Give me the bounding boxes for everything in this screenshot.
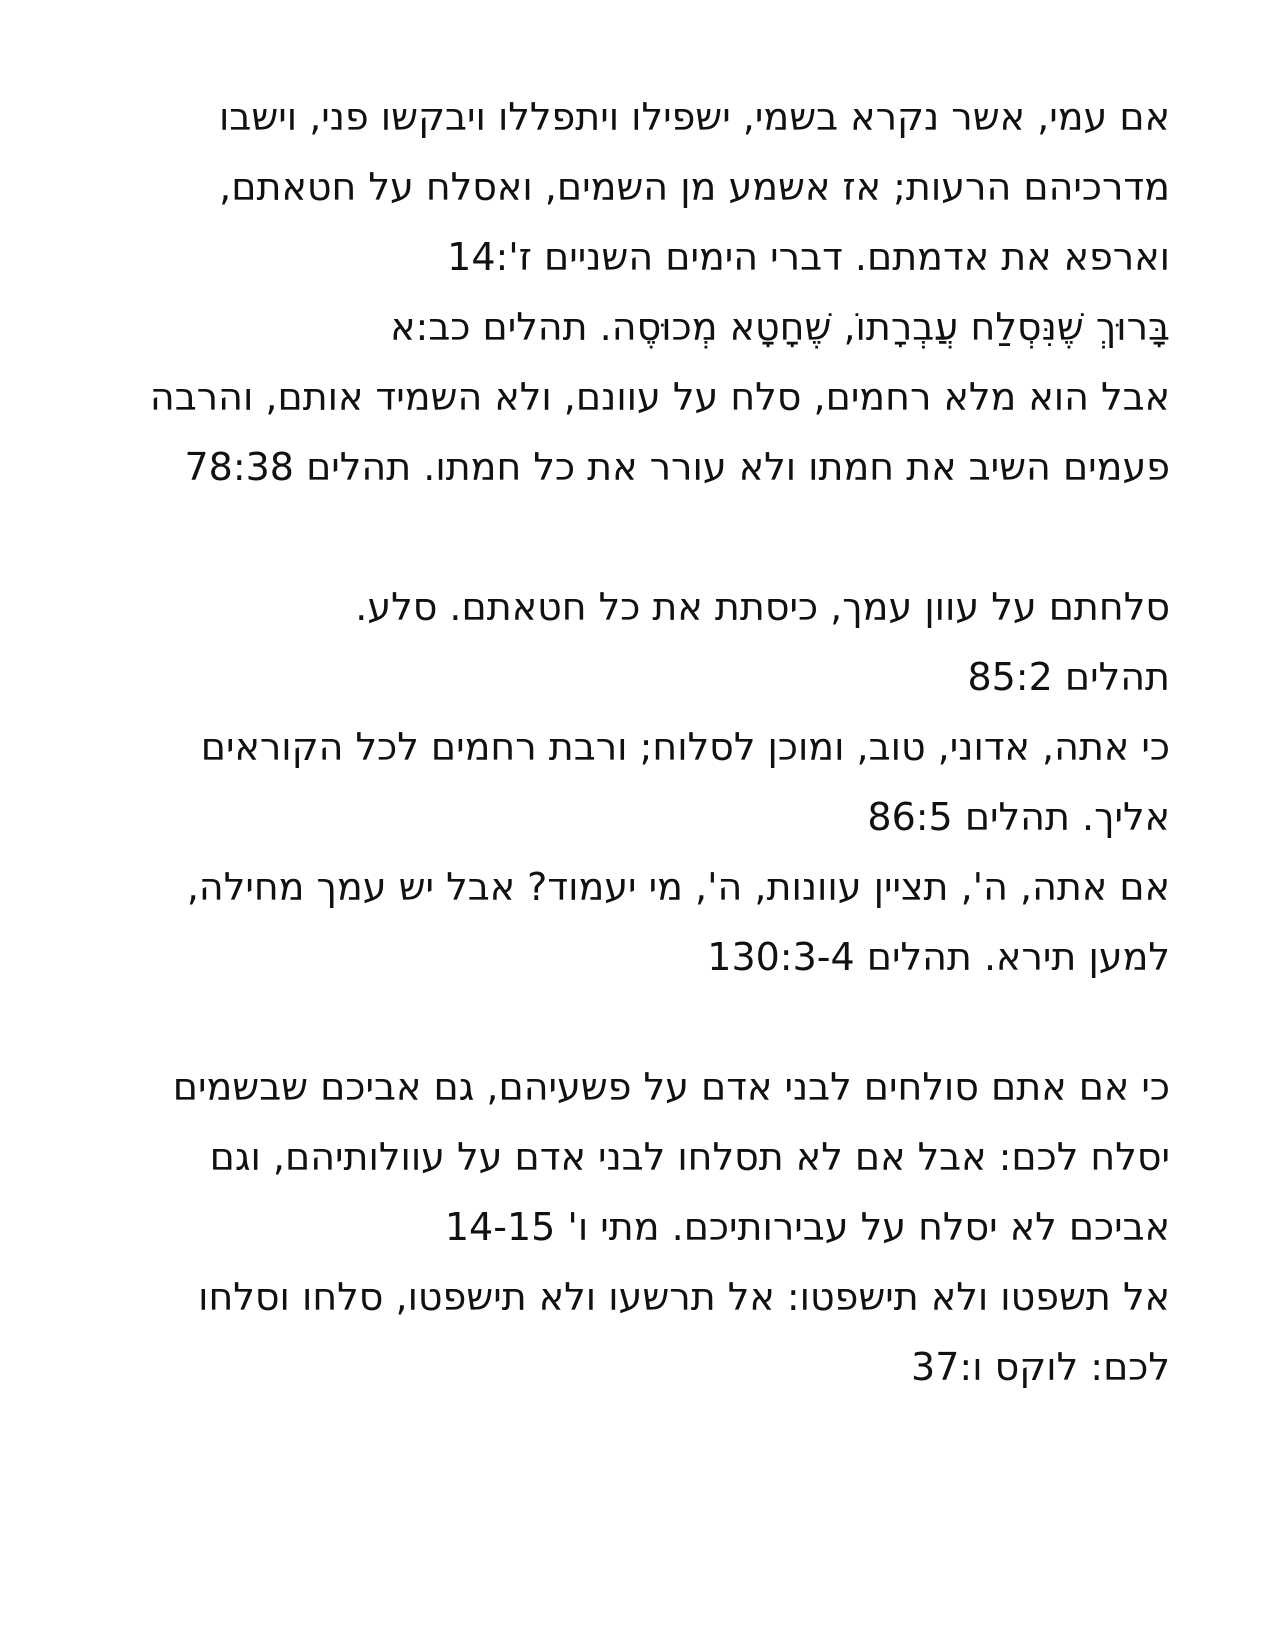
text-line: כי אם אתם סולחים לבני אדם על פשעיהם, גם אביכם שבשמים (172, 1065, 1170, 1109)
text-line: פעמים השיב את חמתו ולא עורר את כל חמתו. תהלים 78:38 (184, 445, 1170, 489)
text-line: אם עמי, אשר נקרא בשמי, ישפילו ויתפללו ויבקשו פני, וישבו (219, 95, 1170, 139)
text-line: מדרכיהם הרעות; אז אשמע מן השמים, ואסלח על חטאתם, (219, 165, 1170, 209)
text-line: אביכם לא יסלח על עבירותיכם. מתי ו' 14-15 (444, 1205, 1170, 1249)
text-line: למען תירא. תהלים 130:3-4 (707, 935, 1170, 979)
document-body (100, 0, 1170, 1652)
text-line: אבל הוא מלא רחמים, סלח על עוונם, ולא השמיד אותם, והרבה (149, 375, 1170, 419)
text-line: אל תשפטו ולא תישפטו: אל תרשעו ולא תישפטו, סלחו וסלחו (198, 1275, 1170, 1319)
text-line: וארפא את אדמתם. דברי הימים השניים ז':14 (447, 235, 1170, 279)
text-line: כי אתה, אדוני, טוב, ומוכן לסלוח; ורבת רחמים לכל הקוראים (200, 725, 1170, 769)
text-line: אם אתה, ה', תציין עוונות, ה', מי יעמוד? אבל יש עמך מחילה, (186, 865, 1170, 909)
text-line: יסלח לכם: אבל אם לא תסלחו לבני אדם על עוולותיהם, וגם (209, 1135, 1170, 1179)
text-line: סלחתם על עוון עמך, כיסתת את כל חטאתם. סלע. (355, 585, 1170, 629)
text-line: תהלים 85:2 (967, 655, 1170, 699)
text-line: אליך. תהלים 86:5 (867, 795, 1170, 839)
text-line: לכם: לוקס ו:37 (911, 1345, 1170, 1389)
text-line: בָּרוּךְ שֶׁנִּסְלַח עֲבְרָתוֹ, שֶׁחָטָא מְכוּסֶה. תהלים כב:א (390, 305, 1170, 349)
